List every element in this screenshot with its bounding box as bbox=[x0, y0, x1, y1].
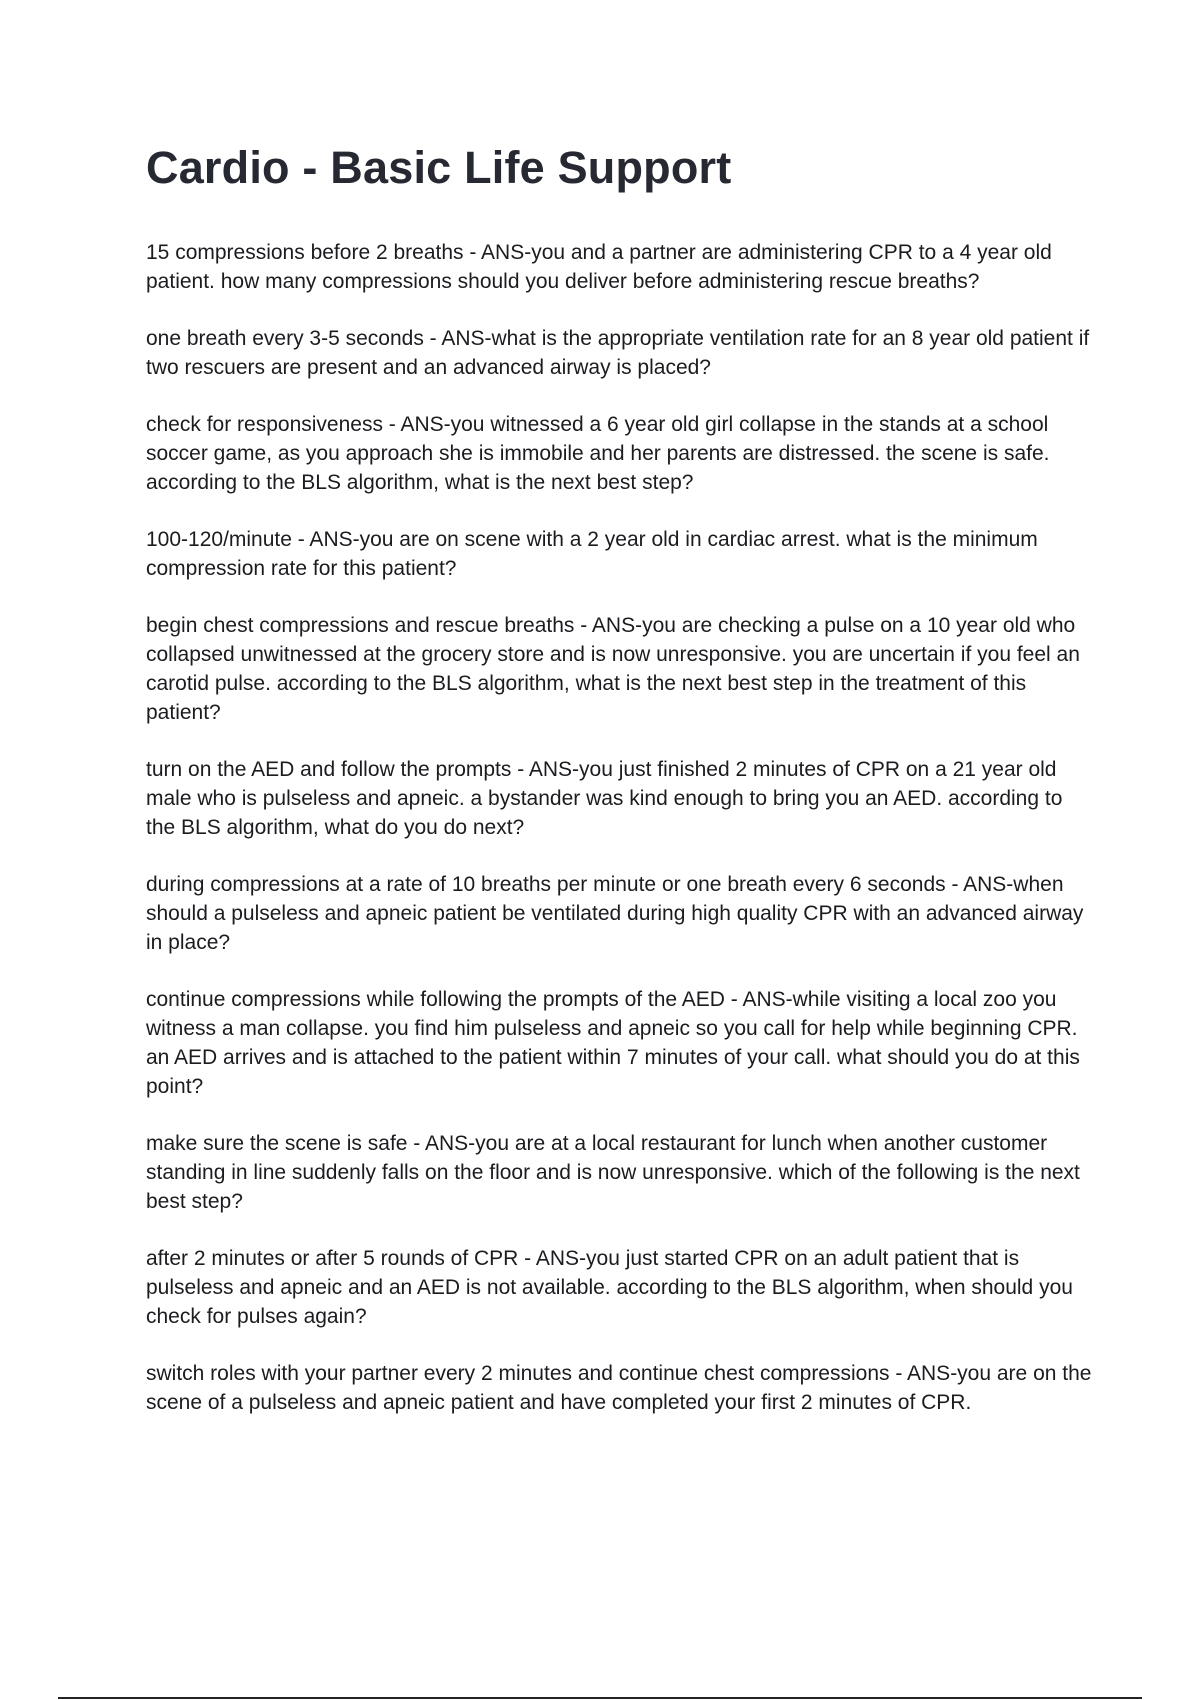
qa-entry: 100-120/minute - ANS-you are on scene with a 2 year old in cardiac arrest. what is the minimum compression rate for this patient? bbox=[146, 528, 1038, 580]
qa-entry: turn on the AED and follow the prompts - ANS-you just finished 2 minutes of CPR on a 21 year old male who is pulseless and apneic. a bystander was kind enough to bring you an AED. according to the BLS algorithm, what do you do next? bbox=[146, 758, 1063, 839]
qa-entry: 15 compressions before 2 breaths - ANS-you and a partner are administering CPR to a 4 year old patient. how many compressions should you deliver before administering rescue breaths? bbox=[146, 241, 1052, 293]
qa-entry: begin chest compressions and rescue breaths - ANS-you are checking a pulse on a 10 year old who collapsed unwitnessed at the grocery store and is now unresponsive. you are uncertain if you feel an carotid pulse. according to the BLS algorithm, what is the next best step in the treatment of this patient? bbox=[146, 614, 1080, 724]
qa-list bbox=[146, 238, 1096, 1445]
qa-entry: check for responsiveness - ANS-you witnessed a 6 year old girl collapse in the stands at a school soccer game, as you approach she is immobile and her parents are distressed. the scene is safe. according to the BLS algorithm, what is the next best step? bbox=[146, 413, 1050, 494]
qa-entry: switch roles with your partner every 2 minutes and continue chest compressions - ANS-you are on the scene of a pulseless and apneic patient and have completed your first 2 minutes of CPR. bbox=[146, 1362, 1092, 1414]
footer-divider bbox=[58, 1697, 1142, 1699]
qa-entry: during compressions at a rate of 10 breaths per minute or one breath every 6 seconds - ANS-when should a pulseless and apneic patient be ventilated during high quality CPR with an advanced airway in place? bbox=[146, 873, 1084, 954]
qa-entry: continue compressions while following the prompts of the AED - ANS-while visiting a local zoo you witness a man collapse. you find him pulseless and apneic so you call for help while beginning CPR. an AED arrives and is attached to the patient within 7 minutes of your call. what should you do at this point? bbox=[146, 988, 1080, 1098]
qa-entry: make sure the scene is safe - ANS-you are at a local restaurant for lunch when another customer standing in line suddenly falls on the floor and is now unresponsive. which of the following is the next best step? bbox=[146, 1132, 1080, 1213]
page-title: Cardio - Basic Life Support bbox=[146, 142, 732, 193]
qa-entry: after 2 minutes or after 5 rounds of CPR - ANS-you just started CPR on an adult patient that is pulseless and apneic and an AED is not available. according to the BLS algorithm, when should you check for pulses again? bbox=[146, 1247, 1073, 1328]
qa-entry: one breath every 3-5 seconds - ANS-what is the appropriate ventilation rate for an 8 year old patient if two rescuers are present and an advanced airway is placed? bbox=[146, 327, 1090, 379]
